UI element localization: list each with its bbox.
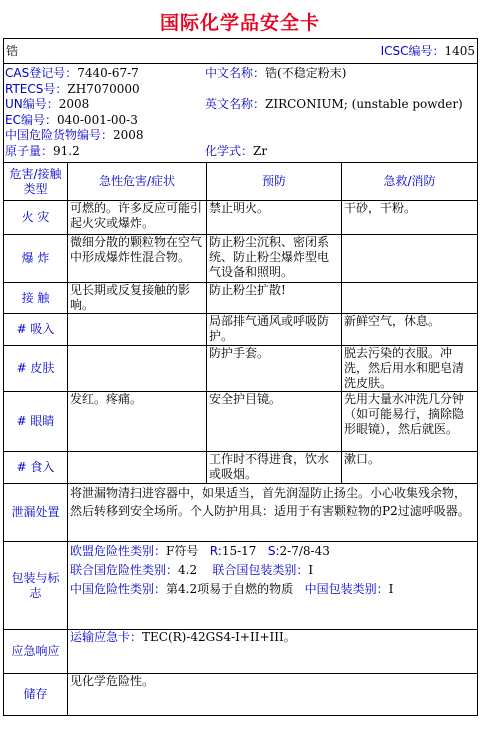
cn-goods-label: 中国危险货物编号： [5, 128, 114, 142]
chemical-formula: Zr [253, 143, 268, 158]
row-prevention: 防止粉尘扩散! [207, 283, 342, 314]
row-firstaid: 脱去污染的衣服。冲洗，然后用水和肥皂清洗皮肤。 [342, 346, 478, 392]
storage-category: 储存 [4, 674, 68, 716]
r-value: 15-17 [221, 544, 257, 558]
column-header-row [4, 163, 478, 201]
rtecs-number: ZH7070000 [67, 81, 140, 96]
card-title: 国际化学品安全卡 [159, 12, 320, 34]
row-category: 火 灾 [4, 201, 68, 235]
row-category: 接 触 [4, 283, 68, 314]
ec-number: 040-001-00-3 [56, 112, 138, 127]
packaging-category: 包装与标志 [4, 542, 68, 630]
emergency-card-value: TEC(R)-42GS4-I+II+III。 [142, 630, 296, 644]
storage-text: 见化学危险性。 [68, 674, 478, 716]
hazard-row-skin [4, 346, 478, 392]
eu-class-label: 欧盟危险性类别： [70, 544, 167, 558]
row-category: # 眼睛 [4, 392, 68, 452]
header-row [4, 39, 478, 64]
row-prevention: 局部排气通风或呼吸防护。 [207, 314, 342, 346]
row-category: # 食入 [4, 452, 68, 484]
spill-text: 将泄漏物清扫进容器中，如果适当，首先润湿防止扬尘。小心收集残余物，然后转移到安全场所。个人防护用具：适用于有害颗粒物的P2过滤呼吸器。 [68, 484, 478, 542]
safety-card-table [3, 38, 478, 716]
spill-category: 泄漏处置 [4, 484, 68, 542]
row-prevention: 防止粉尘沉积、密闭系统、防止粉尘爆炸型电气设备和照明。 [207, 235, 342, 283]
row-firstaid: 干砂，干粉。 [342, 201, 478, 235]
cn-class-value: 第4.2项易于自燃的物质 [166, 582, 294, 596]
row-hazard: 见长期或反复接触的影响。 [68, 283, 207, 314]
col-header-hazard: 急性危害/症状 [68, 163, 207, 201]
cn-goods-number: 2008 [113, 128, 144, 142]
un-class-value: 4.2 [178, 563, 198, 577]
un-pack-value: I [308, 563, 314, 577]
un-label: UN编号： [5, 97, 59, 111]
cn-pack-value: I [388, 582, 394, 596]
rtecs-label: RTECS号： [5, 81, 68, 96]
row-firstaid [342, 235, 478, 283]
row-category: # 皮肤 [4, 346, 68, 392]
emergency-category: 应急响应 [4, 630, 68, 674]
s-value: 2-7/8-43 [279, 544, 330, 558]
row-hazard: 发红。疼痛。 [68, 392, 207, 452]
row-prevention: 禁止明火。 [207, 201, 342, 235]
un-pack-label: 联合国包装类别： [212, 563, 309, 577]
cn-pack-label: 中国包装类别： [304, 582, 389, 596]
english-name-label: 英文名称： [205, 97, 266, 111]
col-header-prevention: 预防 [207, 163, 342, 201]
col-header-firstaid: 急救/消防 [342, 163, 478, 201]
hazard-row-inhalation [4, 314, 478, 346]
hazard-row-fire [4, 201, 478, 235]
row-hazard [68, 314, 207, 346]
r-label: R: [209, 544, 222, 558]
row-prevention: 防护手套。 [207, 346, 342, 392]
icsc-number: 1405 [444, 43, 476, 58]
chinese-name: 锆(不稳定粉末) [265, 66, 347, 80]
un-class-label: 联合国危险性类别： [70, 563, 179, 577]
row-category: # 吸入 [4, 314, 68, 346]
row-firstaid: 漱口。 [342, 452, 478, 484]
row-hazard [68, 346, 207, 392]
storage-row [4, 674, 478, 716]
row-firstaid: 先用大量水冲洗几分钟（如可能易行，摘除隐形眼镜），然后就医。 [342, 392, 478, 452]
cas-label: CAS登记号： [5, 66, 78, 80]
s-label: S: [267, 544, 280, 558]
row-hazard [68, 452, 207, 484]
atomic-weight: 91.2 [53, 143, 80, 158]
row-prevention: 安全护目镜。 [207, 392, 342, 452]
un-number: 2008 [58, 97, 90, 111]
formula-label: 化学式： [205, 143, 254, 158]
hazard-row-contact [4, 283, 478, 314]
cas-number: 7440-67-7 [77, 66, 139, 80]
hazard-row-ingestion [4, 452, 478, 484]
cn-class-label: 中国危险性类别： [70, 582, 167, 596]
ec-label: EC编号： [5, 112, 57, 127]
english-name: ZIRCONIUM; (unstable powder) [265, 97, 463, 111]
row-hazard: 可燃的。许多反应可能引起火灾或爆炸。 [68, 201, 207, 235]
row-firstaid [342, 283, 478, 314]
hazard-row-explosion [4, 235, 478, 283]
emergency-card-label: 运输应急卡： [70, 630, 143, 644]
hazard-row-eyes [4, 392, 478, 452]
row-firstaid: 新鲜空气，休息。 [342, 314, 478, 346]
row-category: 爆 炸 [4, 235, 68, 283]
substance-name: 锆 [6, 43, 19, 58]
atomic-weight-label: 原子量： [5, 143, 54, 158]
packaging-row [4, 542, 478, 630]
chinese-name-label: 中文名称： [205, 66, 266, 80]
eu-class-value: F符号 [166, 544, 199, 558]
col-header-type: 危害/接触类型 [4, 163, 68, 201]
icsc-label: ICSC编号： [380, 43, 445, 58]
row-hazard: 微细分散的颗粒物在空气中形成爆炸性混合物。 [68, 235, 207, 283]
row-prevention: 工作时不得进食，饮水或吸烟。 [207, 452, 342, 484]
identity-row [4, 64, 478, 163]
spill-row [4, 484, 478, 542]
emergency-row [4, 630, 478, 674]
